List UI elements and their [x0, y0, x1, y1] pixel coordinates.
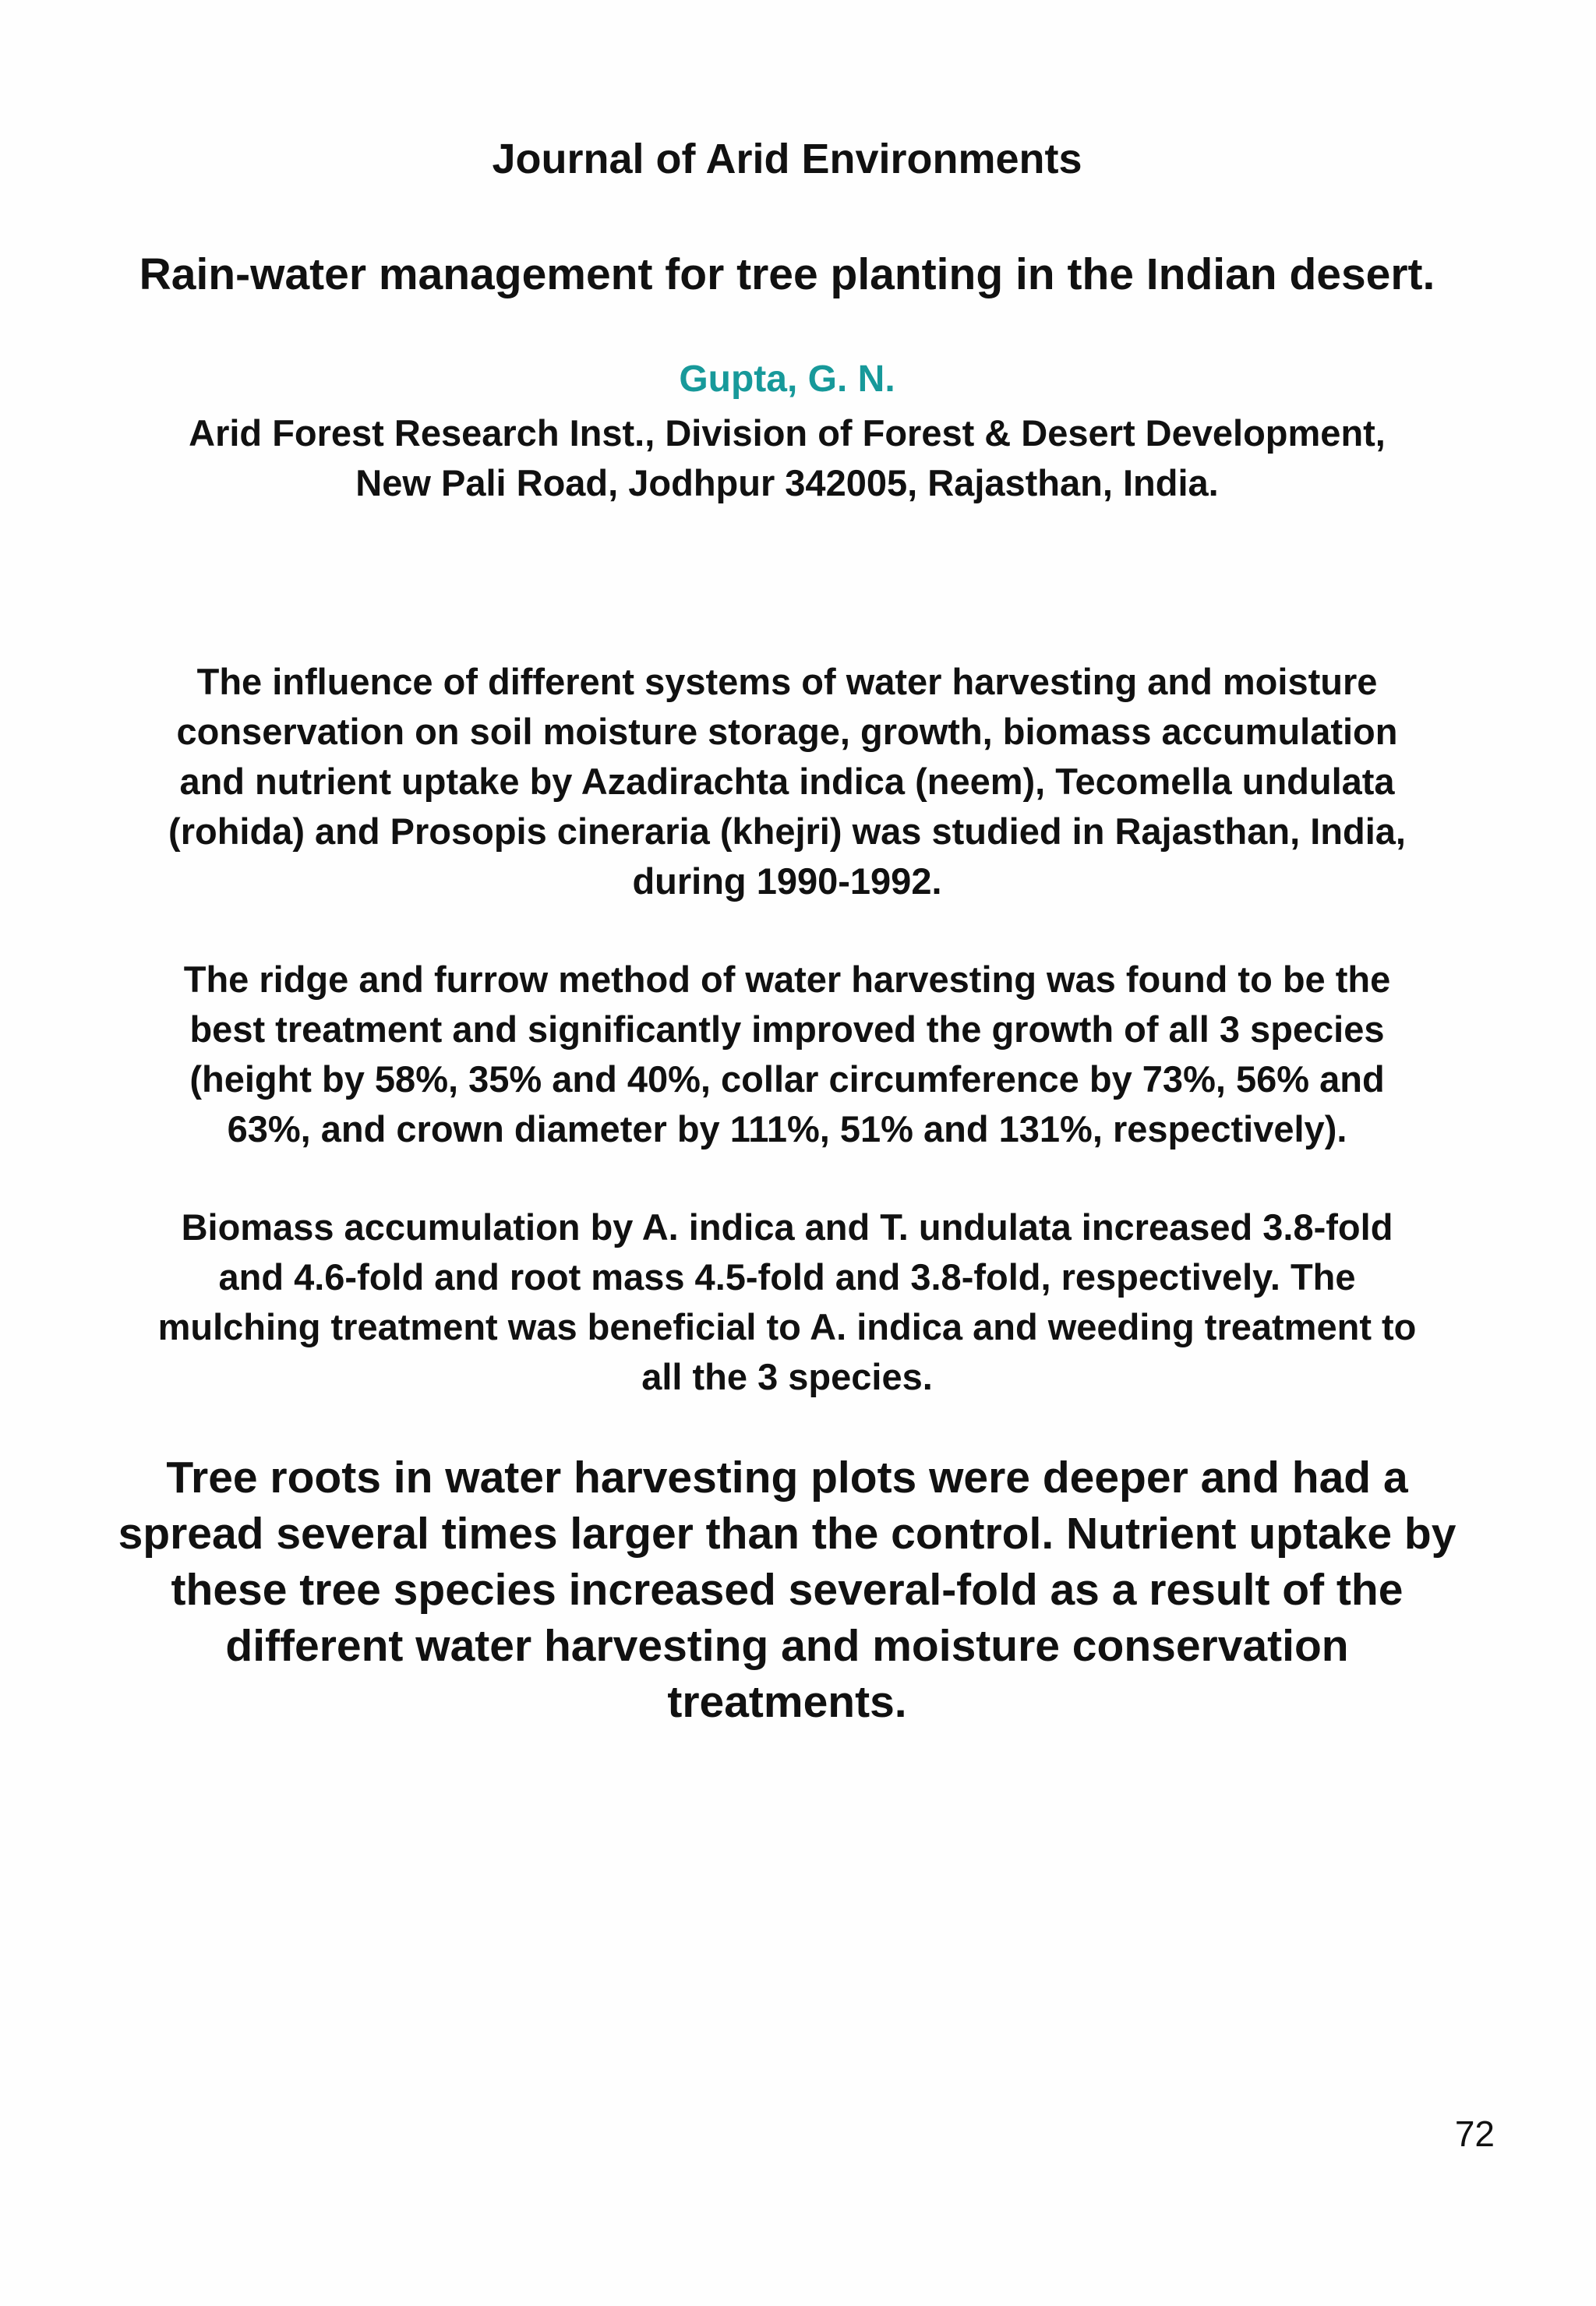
paragraph-line: The influence of different systems of water harvesting and moisture — [196, 661, 1378, 702]
paragraph-line: conservation on soil moisture storage, growth, biomass accumulation — [176, 711, 1398, 752]
paragraph-line: The ridge and furrow method of water harvesting was found to be the — [183, 959, 1391, 1000]
article-title-text: Rain-water management for tree planting in the Indian desert. — [139, 249, 1435, 299]
paragraph-line: and 4.6-fold and root mass 4.5-fold and 3.8-fold, respectively. The — [218, 1256, 1356, 1298]
paragraph-line: mulching treatment was beneficial to A. indica and weeding treatment to — [157, 1306, 1417, 1347]
paragraph-line: these tree species increased several-fold as a result of the — [171, 1565, 1404, 1615]
paragraph-line: (rohida) and Prosopis cineraria (khejri) was studied in Rajasthan, India, — [168, 810, 1406, 852]
paragraph-line: 63%, and crown diameter by 111%, 51% and 131%, respectively). — [227, 1108, 1347, 1149]
journal-name — [62, 134, 1512, 184]
abstract-paragraph-4 — [62, 1450, 1512, 1730]
author-name-text: Gupta, G. N. — [679, 358, 895, 400]
author-name — [62, 357, 1512, 402]
journal-title-text: Journal of Arid Environments — [492, 136, 1082, 182]
affiliation-line: Arid Forest Research Inst., Division of Forest & Desert Development, — [189, 412, 1386, 454]
abstract-paragraph-3 — [62, 1202, 1512, 1402]
author-affiliation — [62, 408, 1512, 508]
paragraph-line: spread several times larger than the control. Nutrient uptake by — [118, 1509, 1457, 1559]
paragraph-line: Biomass accumulation by A. indica and T. undulata increased 3.8-fold — [181, 1206, 1393, 1248]
abstract-paragraph-1 — [62, 657, 1512, 906]
article-title — [62, 248, 1512, 301]
page-number: 72 — [1454, 2114, 1495, 2154]
abstract-paragraph-2 — [62, 955, 1512, 1154]
paragraph-line: treatments. — [667, 1677, 907, 1727]
paragraph-line: best treatment and significantly improved the growth of all 3 species — [189, 1008, 1385, 1050]
paragraph-line: different water harvesting and moisture conservation — [225, 1621, 1349, 1671]
paragraph-line: all the 3 species. — [641, 1356, 933, 1397]
paragraph-line: during 1990-1992. — [632, 860, 942, 902]
paragraph-line: Tree roots in water harvesting plots were deeper and had a — [166, 1453, 1408, 1503]
affiliation-line: New Pali Road, Jodhpur 342005, Rajasthan, India. — [355, 462, 1219, 503]
paragraph-line: (height by 58%, 35% and 40%, collar circumference by 73%, 56% and — [189, 1058, 1385, 1100]
paragraph-line: and nutrient uptake by Azadirachta indica (neem), Tecomella undulata — [179, 761, 1395, 802]
